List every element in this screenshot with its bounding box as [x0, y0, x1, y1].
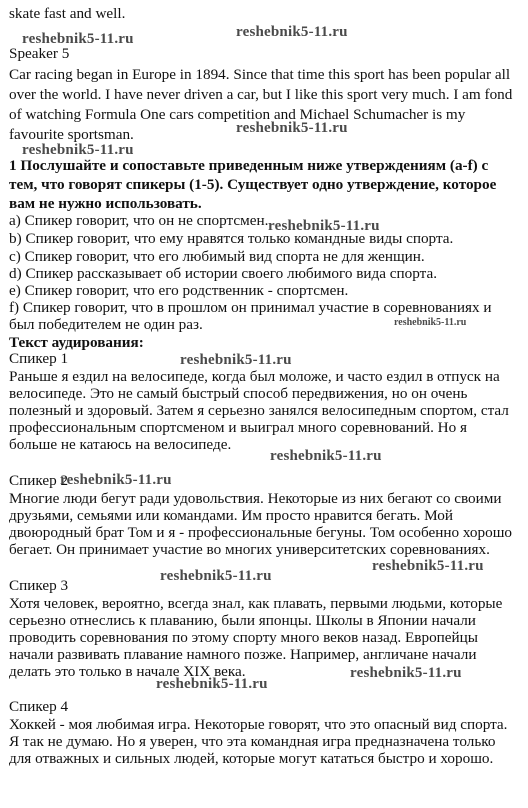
text-line: серьезно отнеслись к плаванию, были японцы. Школы в Японии начали [9, 612, 476, 629]
section-heading: Текст аудирования: [9, 334, 144, 351]
text-line: Хоккей - моя любимая игра. Некоторые говорят, что это опасный вид спорта. [9, 716, 508, 733]
speaker-heading: Спикер 2 [9, 472, 69, 489]
speaker-heading: Speaker 5 [9, 45, 70, 62]
statement-item: был победителем не один раз. [9, 316, 203, 333]
statement-item: b) Спикер говорит, что ему нравятся только командные виды спорта. [9, 230, 454, 247]
text-line: полезный и здоровый. Затем я серьезно занялся велосипедным спортом, стал [9, 402, 509, 419]
text-line: больше не катаюсь на велосипеде. [9, 436, 232, 453]
watermark: reshebnik5-11.ru [394, 317, 467, 328]
text-line: Хотя человек, вероятно, всегда знал, как плавать, первыми людьми, которые [9, 595, 503, 612]
text-line: over the world. I have never driven a car, but I like this sport very much. I am fond [9, 86, 513, 103]
text-line: favourite sportsman. [9, 126, 134, 143]
text-line: начали развивать плавание намного позже. Например, англичане начали [9, 646, 477, 663]
watermark: reshebnik5-11.ru [372, 558, 484, 574]
statement-item: e) Спикер говорит, что его родственник - спортсмен. [9, 282, 349, 299]
watermark: reshebnik5-11.ru [156, 676, 268, 692]
statement-item: f) Спикер говорит, что в прошлом он принимал участие в соревнованиях и [9, 299, 492, 316]
text-line: делать это только в начале XIX века. [9, 663, 246, 680]
watermark: reshebnik5-11.ru [270, 448, 382, 464]
statement-item: c) Спикер говорит, что его любимый вид спорта не для женщин. [9, 248, 425, 265]
text-line: skate fast and well. [9, 5, 126, 22]
text-line: Многие люди бегут ради удовольствия. Некоторые из них бегают со своими [9, 490, 502, 507]
watermark: reshebnik5-11.ru [180, 352, 292, 368]
watermark: reshebnik5-11.ru [236, 24, 348, 40]
watermark: reshebnik5-11.ru [22, 31, 134, 47]
speaker-heading: Спикер 4 [9, 698, 69, 715]
text-line: для отважных и сильных людей, которые могут кататься быстро и хорошо. [9, 750, 494, 767]
text-line: проводить соревнования по этому спорту много веков назад. Европейцы [9, 629, 478, 646]
watermark: reshebnik5-11.ru [160, 568, 272, 584]
text-line: of watching Formula One cars competition and Michael Schumacher is my [9, 106, 466, 123]
watermark: reshebnik5-11.ru [22, 142, 134, 158]
task-heading: 1 Послушайте и сопоставьте приведенным ниже утверждениям (a-f) с [9, 157, 489, 174]
text-line: двоюродный брат Том и я - профессиональные бегуны. Том особенно хорошо [9, 524, 513, 541]
task-heading: вам не нужно использовать. [9, 195, 202, 212]
speaker-heading: Спикер 3 [9, 577, 69, 594]
statement-item: a) Спикер говорит, что он не спортсмен. [9, 212, 269, 229]
text-line: велосипеде. Это не самый быстрый способ передвижения, но он очень [9, 385, 468, 402]
text-line: Я так не думаю. Но я уверен, что эта командная игра предназначена только [9, 733, 496, 750]
task-heading: тем, что говорят спикеры (1-5). Существует одно утверждение, которое [9, 176, 497, 193]
text-line: Раньше я ездил на велосипеде, когда был моложе, и часто ездил в отпуск на [9, 368, 500, 385]
speaker-heading: Спикер 1 [9, 350, 69, 367]
text-line: Car racing began in Europe in 1894. Since that time this sport has been popular all [9, 66, 511, 83]
watermark: reshebnik5-11.ru [236, 120, 348, 136]
watermark: reshebnik5-11.ru [350, 665, 462, 681]
text-line: бегает. Он принимает участие во многих университетских соревнованиях. [9, 541, 490, 558]
watermark: reshebnik5-11.ru [60, 472, 172, 488]
statement-item: d) Спикер рассказывает об истории своего любимого вида спорта. [9, 265, 437, 282]
watermark: reshebnik5-11.ru [268, 218, 380, 234]
text-line: профессиональным спортсменом и выиграл много соревнований. Но я [9, 419, 468, 436]
text-line: друзьями, семьями или командами. Им просто нравится бегать. Мой [9, 507, 453, 524]
